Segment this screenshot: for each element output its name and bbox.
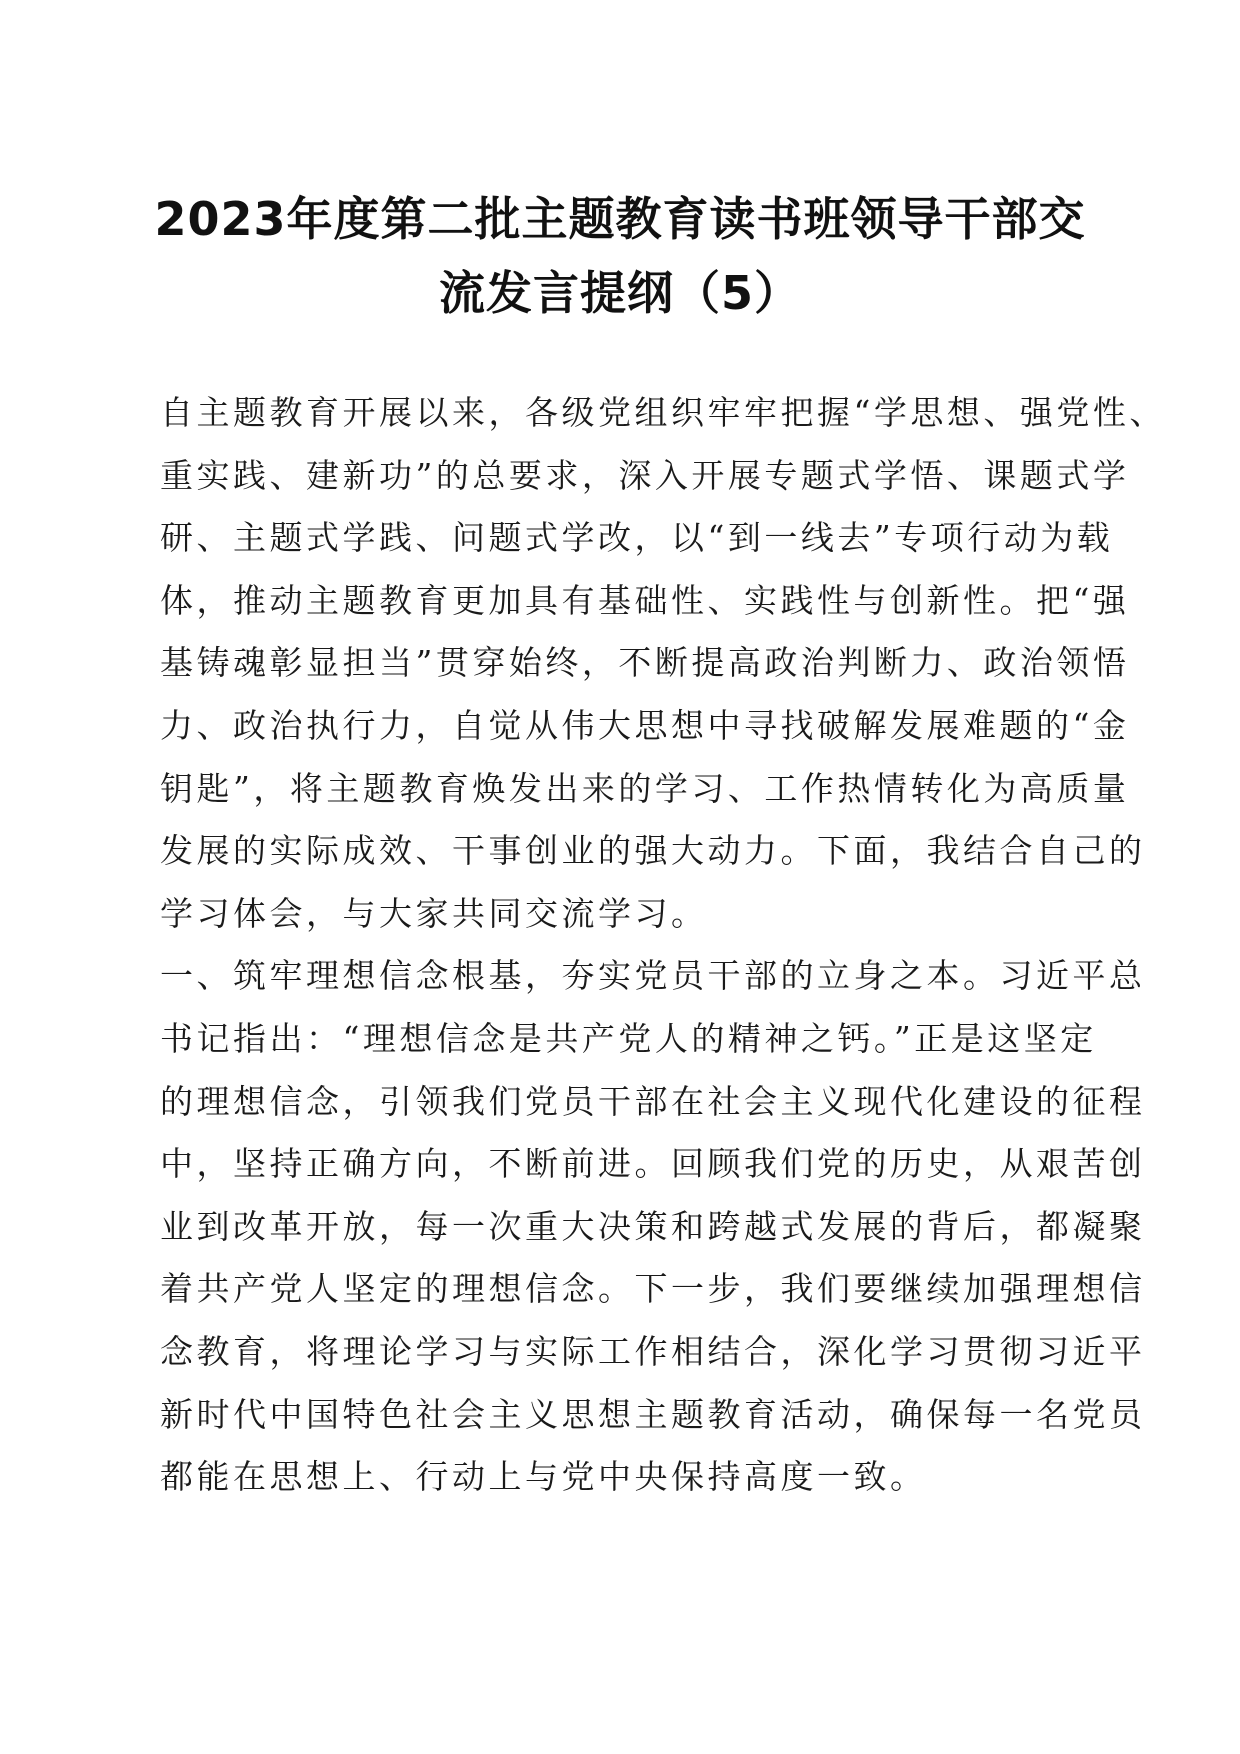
body-line: 重实践、建新功”的总要求，深入开展专题式学悟、课题式学 — [160, 455, 1130, 495]
document-title-line-2: 流发言提纲（5） — [438, 266, 801, 320]
document-body — [160, 382, 1166, 1509]
body-line: 新时代中国特色社会主义思想主题教育活动，确保每一名党员 — [160, 1394, 1146, 1434]
document-title-line-1: 2023年度第二批主题教育读书班领导干部交 — [154, 192, 1086, 246]
body-line: 体，推动主题教育更加具有基础性、实践性与创新性。把“强 — [160, 580, 1130, 620]
body-line: 业到改革开放，每一次重大决策和跨越式发展的背后，都凝聚 — [160, 1206, 1146, 1246]
body-line: 念教育，将理论学习与实际工作相结合，深化学习贯彻习近平 — [160, 1331, 1146, 1371]
body-line: 都能在思想上、行动上与党中央保持高度一致。 — [160, 1457, 927, 1497]
body-line: 书记指出：“理想信念是共产党人的精神之钙。”正是这坚定 — [160, 1018, 1097, 1058]
body-line: 自主题教育开展以来，各级党组织牢牢把握“学思想、强党性、 — [160, 393, 1166, 432]
body-line: 基铸魂彰显担当”贯穿始终，不断提高政治判断力、政治领悟 — [160, 643, 1130, 683]
body-line: 钥匙”，将主题教育焕发出来的学习、工作热情转化为高质量 — [160, 768, 1130, 808]
body-line: 发展的实际成效、干事创业的强大动力。下面，我结合自己的 — [160, 831, 1146, 871]
body-line: 中，坚持正确方向，不断前进。回顾我们党的历史，从艰苦创 — [160, 1144, 1146, 1184]
body-line: 的理想信念，引领我们党员干部在社会主义现代化建设的征程 — [160, 1081, 1146, 1121]
body-line: 学习体会，与大家共同交流学习。 — [160, 893, 708, 933]
body-line: 力、政治执行力，自觉从伟大思想中寻找破解发展难题的“金 — [160, 705, 1130, 745]
section-heading-line: 一、筑牢理想信念根基，夯实党员干部的立身之本。习近平总 — [160, 956, 1146, 996]
body-line: 着共产党人坚定的理想信念。下一步，我们要继续加强理想信 — [160, 1269, 1146, 1309]
body-line: 研、主题式学践、问题式学改，以“到一线去”专项行动为载 — [160, 518, 1114, 558]
